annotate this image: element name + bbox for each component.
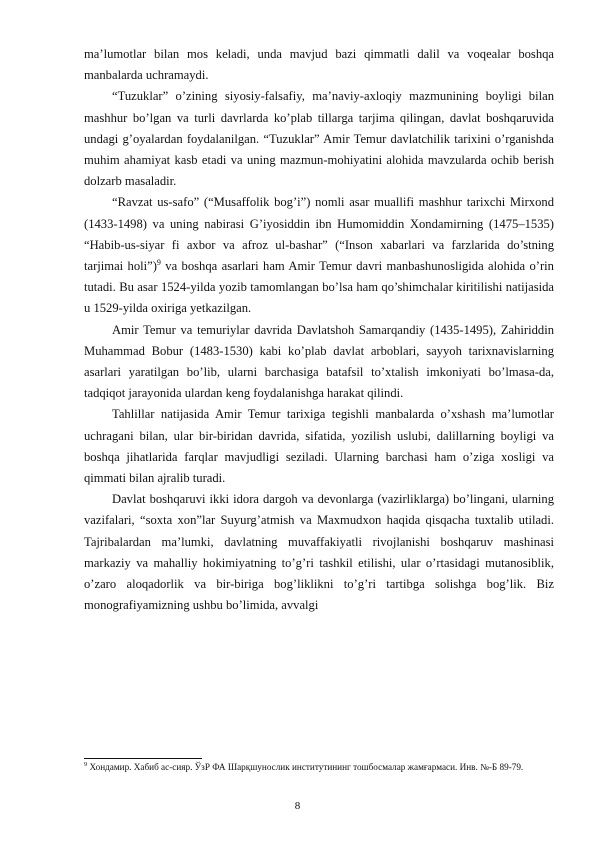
paragraph-5: Tahlillar natijasida Amir Temur tarixiga tegishli manbalarda o’xshash ma’lumotlar uchragani bilan, ular bir-biridan davrida, sifatida, yozilish uslubi, dalillarning boyligi va boshqa jihatlarida farqlar mavjudligi seziladi. Ularning barchasi ham o’ziga xosligi va qimmati bilan ajralib turadi. xyxy=(84,407,554,486)
paragraph-3-text-a: “Ravzat us-safo” (“Musaffolik bog’i”) nomli asar muallifi mashhur tarixchi Mirxond (1433-1498) va uning nabirasi G’iyosiddin ibn Humomiddin Xondamirning (1475–1535) “Habib-us-siyar fi axbor va afroz ul-bashar” (“Inson xabarlari va farzlarida do’stning tarjimai holi”) xyxy=(84,195,554,274)
footnote-text: Хондамир. Хабиб ас-сияр. ЎзР ФА Шарқшунослик институтининг тошбосмалар жамғармаси. Инв. №-Б 89-79. xyxy=(87,762,524,772)
paragraph-3-text-b: va boshqa asarlari ham Amir Temur davri manbashunosligida alohida o’rin tutadi. Bu asar 1524-yilda yozib tamomlangan bo’lsa ham qo’shimchalar kiritilishi natijasida u 1529-yilda oxiriga yetkazilgan. xyxy=(84,259,554,316)
paragraph-1: ma’lumotlar bilan mos keladi, unda mavjud bazi qimmatli dalil va voqealar boshqa manbalarda uchramaydi. xyxy=(84,47,554,83)
paragraph-2: “Tuzuklar” o’zining siyosiy-falsafiy, ma’naviy-axloqiy mazmunining boyligi bilan mashhur bo’lgan va turli davrlarda ko’plab tillarga tarjima qilingan, davlat boshqaruvida undagi g’oyalardan foydalanilgan. “Tuzuklar” Amir Temur davlatchilik tarixini o’rganishda muhim ahamiyat kasb etadi va uning mazmun-mohiyatini alohida mavzularda ochib berish dolzarb masaladir. xyxy=(84,89,554,189)
footnote xyxy=(84,761,554,774)
footnote-mark: 9 xyxy=(84,760,88,768)
paragraph-4: Amir Temur va temuriylar davrida Davlatshoh Samarqandiy (1435-1495), Zahiriddin Muhammad Bobur (1483-1530) kabi ko’plab davlat arboblari, sayyoh tarixnavislarning asarlari yaratilgan bo’lib, ularni barchasiga batafsil to’xtalish imkoniyati bo’lmasa-da, tadqiqot jarayonida ulardan keng foydalanishga harakat qilindi. xyxy=(84,322,554,401)
body-text xyxy=(84,44,554,616)
paragraph-6: Davlat boshqaruvi ikki idora dargoh va devonlarga (vazirliklarga) bo’lingani, ularning vazifalari, “soxta xon”lar Suyurg’atmish va Maxmudxon haqida qisqacha tuxtalib utiladi. Tajribalardan ma’lumki, davlatning muvaffakiyatli rivojlanishi boshqaruv mashinasi markaziy va mahalliy hokimiyatning to’g’ri tashkil etilishi, ular o’rtasidagi mutanosiblik, o’zaro aloqadorlik va bir-biriga bog’liklikni to’g’ri tartibga solishga bog’lik. Biz monografiyamizning ushbu bo’limida, avvalgi xyxy=(84,492,554,613)
footnote-reference[interactable]: 9 xyxy=(156,257,161,267)
footnote-divider xyxy=(84,758,202,759)
paragraph-3 xyxy=(84,192,554,319)
page-number: 8 xyxy=(294,800,301,812)
